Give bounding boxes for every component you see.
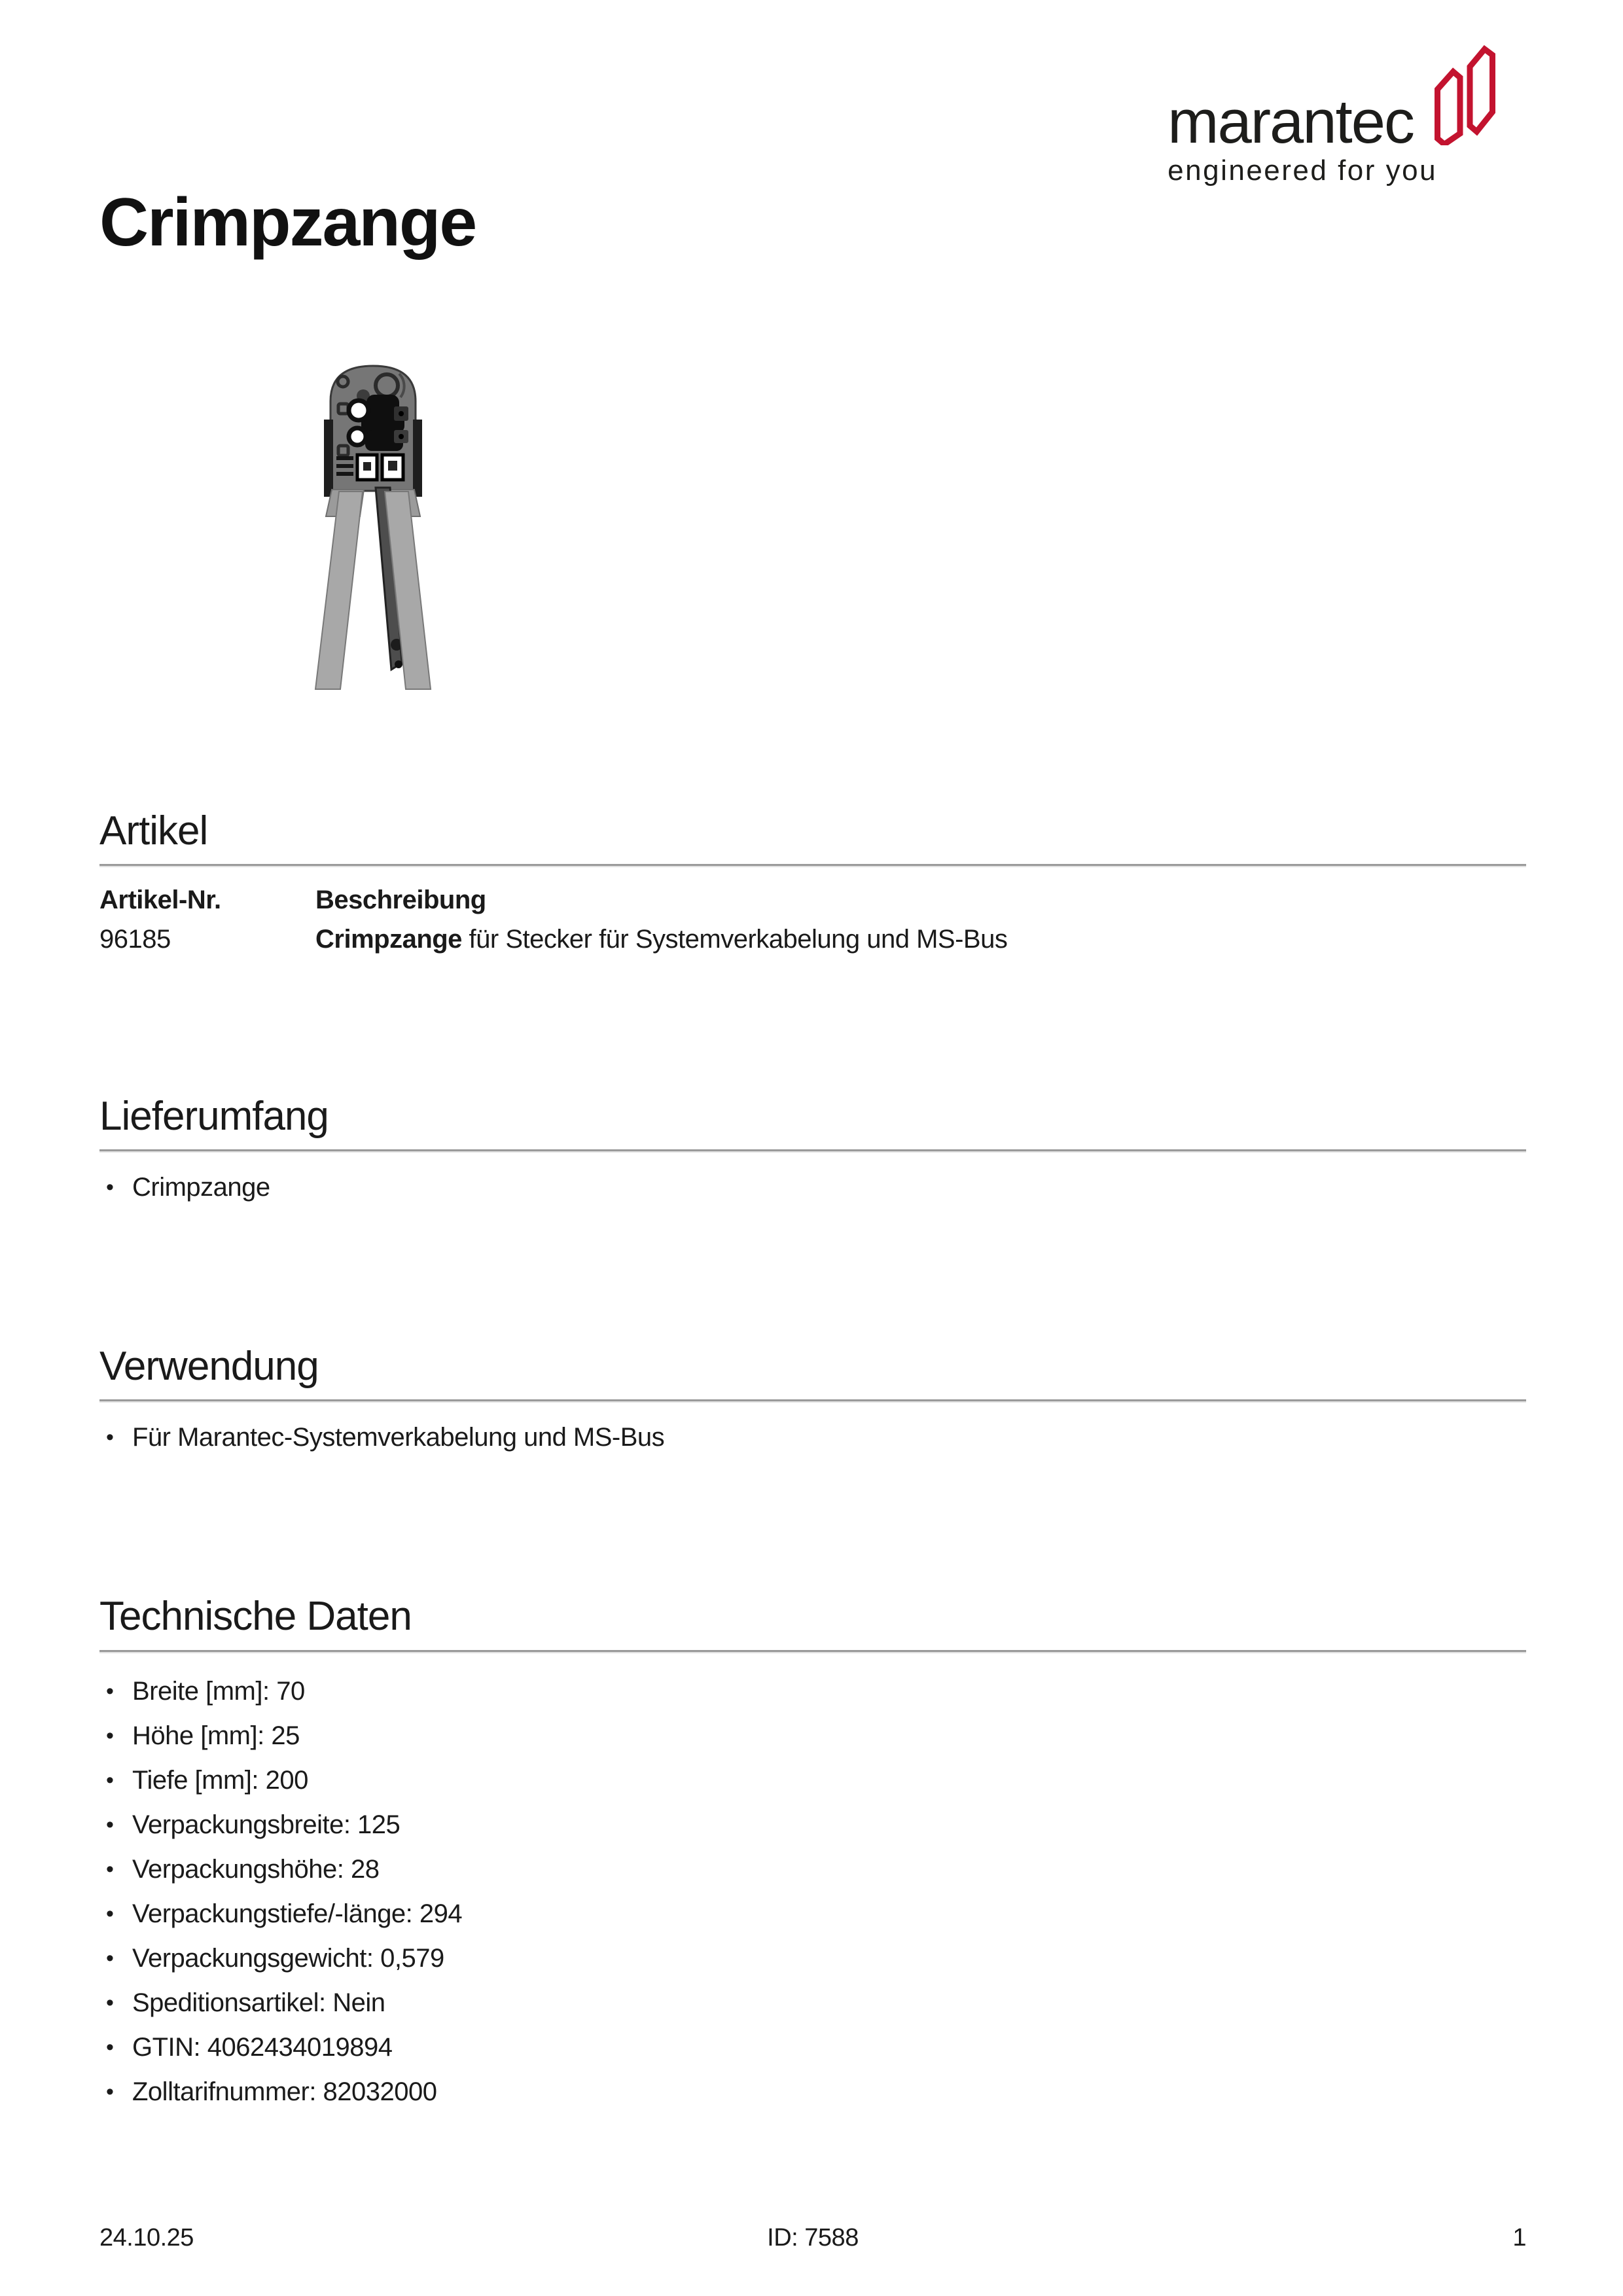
list-item: • Breite [mm]: 70 [99, 1669, 1526, 1713]
section-verwendung [99, 1345, 1526, 1456]
section-technische-daten [99, 1595, 1526, 2113]
list-item: • Tiefe [mm]: 200 [99, 1758, 1526, 1803]
footer-page-number: 1 [1512, 2224, 1527, 2251]
section-heading-artikel: Artikel [99, 808, 208, 854]
crimp-tool-illustration [301, 357, 445, 697]
list-item: • Höhe [mm]: 25 [99, 1713, 1526, 1758]
list-item: • Verpackungstiefe/-länge: 294 [99, 1892, 1526, 1936]
section-heading-lieferumfang: Lieferumfang [99, 1094, 329, 1139]
list-item: • GTIN: 4062434019894 [99, 2025, 1526, 2070]
marantec-door-mark-icon [1431, 43, 1501, 145]
list-item: • Crimpzange [99, 1168, 1526, 1206]
product-description-rest: für Stecker für Systemverkabelung und MS-Bus [461, 925, 1008, 954]
section-artikel [99, 810, 1526, 959]
section-lieferumfang [99, 1095, 1526, 1206]
column-header-beschreibung: Beschreibung [315, 886, 486, 915]
list-item: • Für Marantec-Systemverkabelung und MS-Bus [99, 1418, 1526, 1456]
verwendung-list [99, 1418, 1526, 1456]
list-item: • Zolltarifnummer: 82032000 [99, 2070, 1526, 2114]
section-heading-technische-daten: Technische Daten [99, 1594, 412, 1640]
section-divider [99, 864, 1526, 866]
section-divider [99, 1149, 1526, 1151]
product-name-bold: Crimpzange [315, 925, 462, 954]
list-item: • Speditionsartikel: Nein [99, 1981, 1526, 2025]
lieferumfang-list [99, 1168, 1526, 1206]
column-header-artikel-nr: Artikel-Nr. [99, 886, 221, 915]
list-item: • Verpackungsgewicht: 0,579 [99, 1936, 1526, 1981]
brand-tagline: engineered for you [1168, 154, 1438, 187]
list-item: • Verpackungsbreite: 125 [99, 1803, 1526, 1847]
footer-date: 24.10.25 [99, 2224, 194, 2251]
footer-doc-id: ID: 7588 [767, 2224, 859, 2251]
page-title: Crimpzange [99, 185, 476, 260]
section-divider [99, 1399, 1526, 1401]
page-footer [99, 2224, 1526, 2252]
section-divider [99, 1650, 1526, 1652]
artikel-table [99, 880, 1526, 959]
brand-wordmark: marantec [1168, 86, 1414, 156]
table-header-row [99, 880, 1526, 920]
cell-artikel-nr: 96185 [99, 925, 171, 954]
table-row [99, 920, 1526, 959]
technische-daten-list [99, 1669, 1526, 2114]
list-item: • Verpackungshöhe: 28 [99, 1847, 1526, 1892]
marantec-logo [1168, 43, 1501, 187]
product-image [301, 357, 445, 697]
section-heading-verwendung: Verwendung [99, 1344, 319, 1390]
cell-beschreibung [315, 920, 1526, 959]
